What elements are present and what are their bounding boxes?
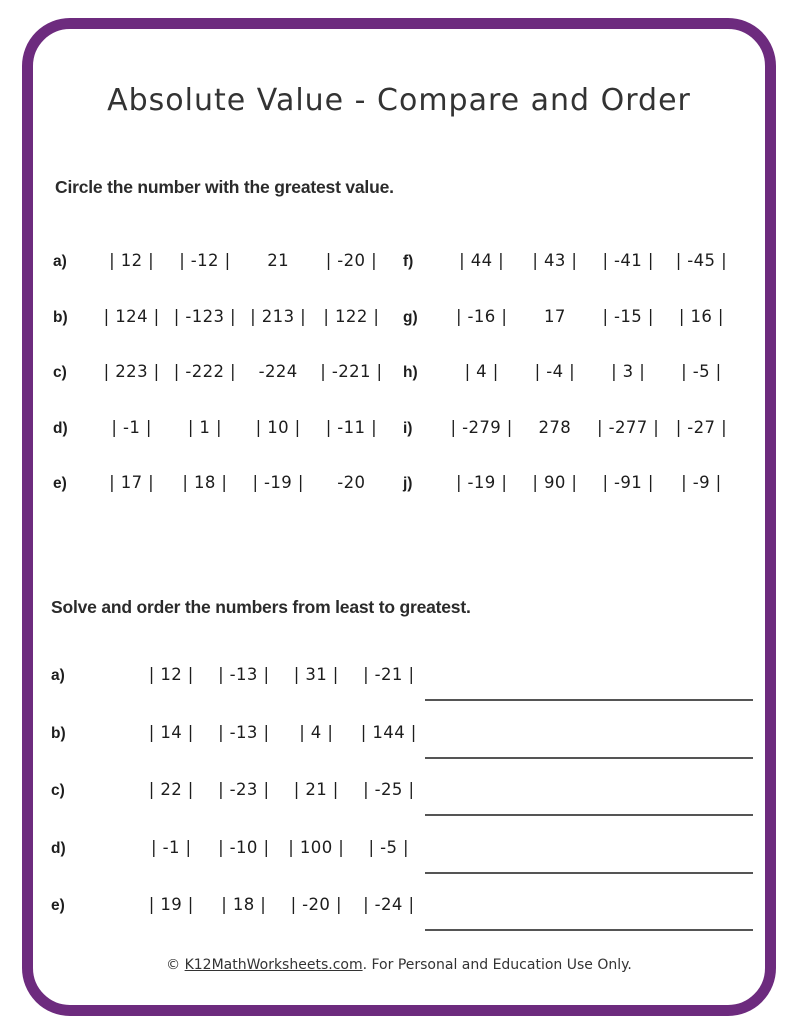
order-value: | -20 |	[290, 895, 342, 914]
order-row	[51, 885, 757, 943]
problem-choice[interactable]: | 10 |	[255, 417, 301, 437]
order-value: | -21 |	[363, 665, 415, 684]
problem-choices	[445, 362, 738, 381]
problem-choice[interactable]: | -91 |	[602, 473, 654, 492]
problem-choice[interactable]: | 12 |	[109, 251, 155, 270]
problem-choice[interactable]: -20	[337, 473, 366, 492]
problem-choices	[95, 473, 388, 492]
answer-line[interactable]	[425, 872, 753, 874]
order-value: | 12 |	[148, 665, 194, 684]
order-values	[135, 780, 425, 799]
problem-choice[interactable]: | -41 |	[602, 251, 654, 270]
answer-line[interactable]	[425, 699, 753, 701]
problem-choice[interactable]: | -9 |	[681, 473, 722, 492]
problem-row	[53, 251, 388, 307]
problem-choice[interactable]: -224	[258, 362, 298, 381]
problem-choice[interactable]: | -222 |	[173, 362, 236, 381]
order-value: | 14 |	[148, 722, 194, 742]
problem-choice[interactable]: | -15 |	[602, 306, 654, 326]
problem-choice[interactable]: 17	[543, 306, 566, 326]
order-value: | 4 |	[299, 722, 334, 742]
order-value: | -24 |	[363, 895, 415, 914]
order-value: | -1 |	[151, 837, 192, 857]
order-label: a)	[51, 667, 65, 684]
problem-choice[interactable]: | 18 |	[182, 473, 228, 492]
problem-row	[403, 307, 738, 363]
problem-choices	[95, 362, 388, 381]
problem-choice[interactable]: | 122 |	[323, 306, 380, 326]
problem-label: g)	[403, 308, 418, 326]
section-1-left-column	[53, 251, 388, 529]
page-title: Absolute Value - Compare and Order	[107, 83, 691, 119]
problem-label: j)	[403, 475, 413, 492]
problem-row	[53, 307, 388, 363]
copyright-symbol: ©	[166, 957, 181, 973]
problem-row	[403, 251, 738, 307]
problem-choice[interactable]: | -5 |	[681, 362, 722, 381]
problem-label: h)	[403, 364, 418, 381]
problem-choice[interactable]: 278	[538, 417, 572, 437]
problem-choice[interactable]: | 17 |	[109, 473, 155, 492]
problem-choice[interactable]: | 4 |	[464, 362, 499, 381]
section-1-right-column	[403, 251, 738, 529]
order-row	[51, 828, 757, 886]
order-value: | -5 |	[368, 837, 409, 857]
problem-choice[interactable]: | 223 |	[103, 362, 160, 381]
problem-choice[interactable]: | 43 |	[532, 251, 578, 270]
problem-row	[403, 418, 738, 474]
problem-row	[403, 362, 738, 418]
problem-choice[interactable]: | -11 |	[325, 417, 378, 437]
order-value: | -13 |	[218, 722, 270, 742]
order-label: c)	[51, 782, 65, 799]
order-values	[135, 723, 425, 742]
problem-label: c)	[53, 364, 67, 381]
problem-choice[interactable]: | -27 |	[675, 417, 728, 437]
order-label: d)	[51, 839, 66, 857]
order-row	[51, 713, 757, 771]
problem-choice[interactable]: 21	[267, 251, 290, 270]
problem-choices	[95, 418, 388, 437]
problem-label: i)	[403, 419, 413, 437]
section-2-problem-list	[51, 655, 757, 943]
section-1-heading: Circle the number with the greatest value.	[55, 177, 394, 197]
problem-label: e)	[53, 475, 67, 492]
problem-choice[interactable]: | -279 |	[450, 417, 513, 437]
problem-choice[interactable]: | 90 |	[532, 473, 578, 492]
order-value: | 22 |	[148, 780, 194, 799]
order-value: | 21 |	[293, 780, 339, 799]
problem-choice[interactable]: | -20 |	[325, 251, 378, 270]
problem-label: a)	[53, 253, 67, 270]
problem-choice[interactable]: | -12 |	[179, 251, 231, 270]
problem-choice[interactable]: | 3 |	[611, 362, 646, 381]
problem-choice[interactable]: | 124 |	[103, 306, 160, 326]
problem-choice[interactable]: | -16 |	[455, 306, 508, 326]
order-label: b)	[51, 724, 66, 742]
order-value: | 19 |	[148, 895, 194, 914]
order-row	[51, 770, 757, 828]
problem-choices	[95, 251, 388, 270]
problem-row	[53, 473, 388, 529]
problem-choice[interactable]: | 1 |	[187, 417, 222, 437]
problem-choices	[445, 251, 738, 270]
problem-row	[53, 362, 388, 418]
order-value: | -25 |	[363, 780, 415, 799]
footer-site-link[interactable]: K12MathWorksheets.com	[184, 957, 363, 973]
answer-line[interactable]	[425, 814, 753, 816]
order-value: | 144 |	[360, 722, 417, 742]
problem-label: b)	[53, 308, 68, 326]
footer-notice: . For Personal and Education Use Only.	[362, 957, 632, 973]
problem-choice[interactable]: | -19 |	[252, 473, 304, 492]
problem-row	[403, 473, 738, 529]
order-values	[135, 895, 425, 914]
order-value: | 18 |	[221, 895, 267, 914]
worksheet-body	[33, 29, 765, 1005]
problem-choices	[445, 473, 738, 492]
order-row	[51, 655, 757, 713]
problem-choice[interactable]: | 44 |	[459, 251, 505, 270]
problem-choice[interactable]: | -19 |	[455, 473, 508, 492]
problem-label: d)	[53, 419, 68, 437]
order-value: | 31 |	[293, 665, 339, 684]
problem-choices	[445, 418, 738, 437]
section-2-heading: Solve and order the numbers from least to greatest.	[51, 597, 471, 617]
footer-credit	[33, 957, 765, 973]
order-value: | -23 |	[218, 780, 270, 799]
problem-row	[53, 418, 388, 474]
problem-choices	[95, 307, 388, 326]
problem-choice[interactable]: | 16 |	[678, 306, 724, 326]
order-value: | -13 |	[218, 665, 270, 684]
problem-label: f)	[403, 253, 414, 270]
problem-choice[interactable]: | -45 |	[675, 251, 728, 270]
order-label: e)	[51, 897, 65, 914]
problem-choice[interactable]: | 213 |	[250, 306, 307, 326]
order-value: | -10 |	[218, 837, 270, 857]
worksheet-frame	[22, 18, 776, 1016]
answer-line[interactable]	[425, 929, 753, 931]
problem-choice[interactable]: | -4 |	[534, 362, 576, 381]
problem-choices	[445, 307, 738, 326]
answer-line[interactable]	[425, 757, 753, 759]
problem-choice[interactable]: | -1 |	[111, 417, 152, 437]
order-values	[135, 665, 425, 684]
problem-choice[interactable]: | -221 |	[320, 362, 383, 381]
order-values	[135, 838, 425, 857]
problem-choice[interactable]: | -123 |	[173, 306, 236, 326]
problem-choice[interactable]: | -277 |	[596, 417, 660, 437]
order-value: | 100 |	[288, 837, 345, 857]
